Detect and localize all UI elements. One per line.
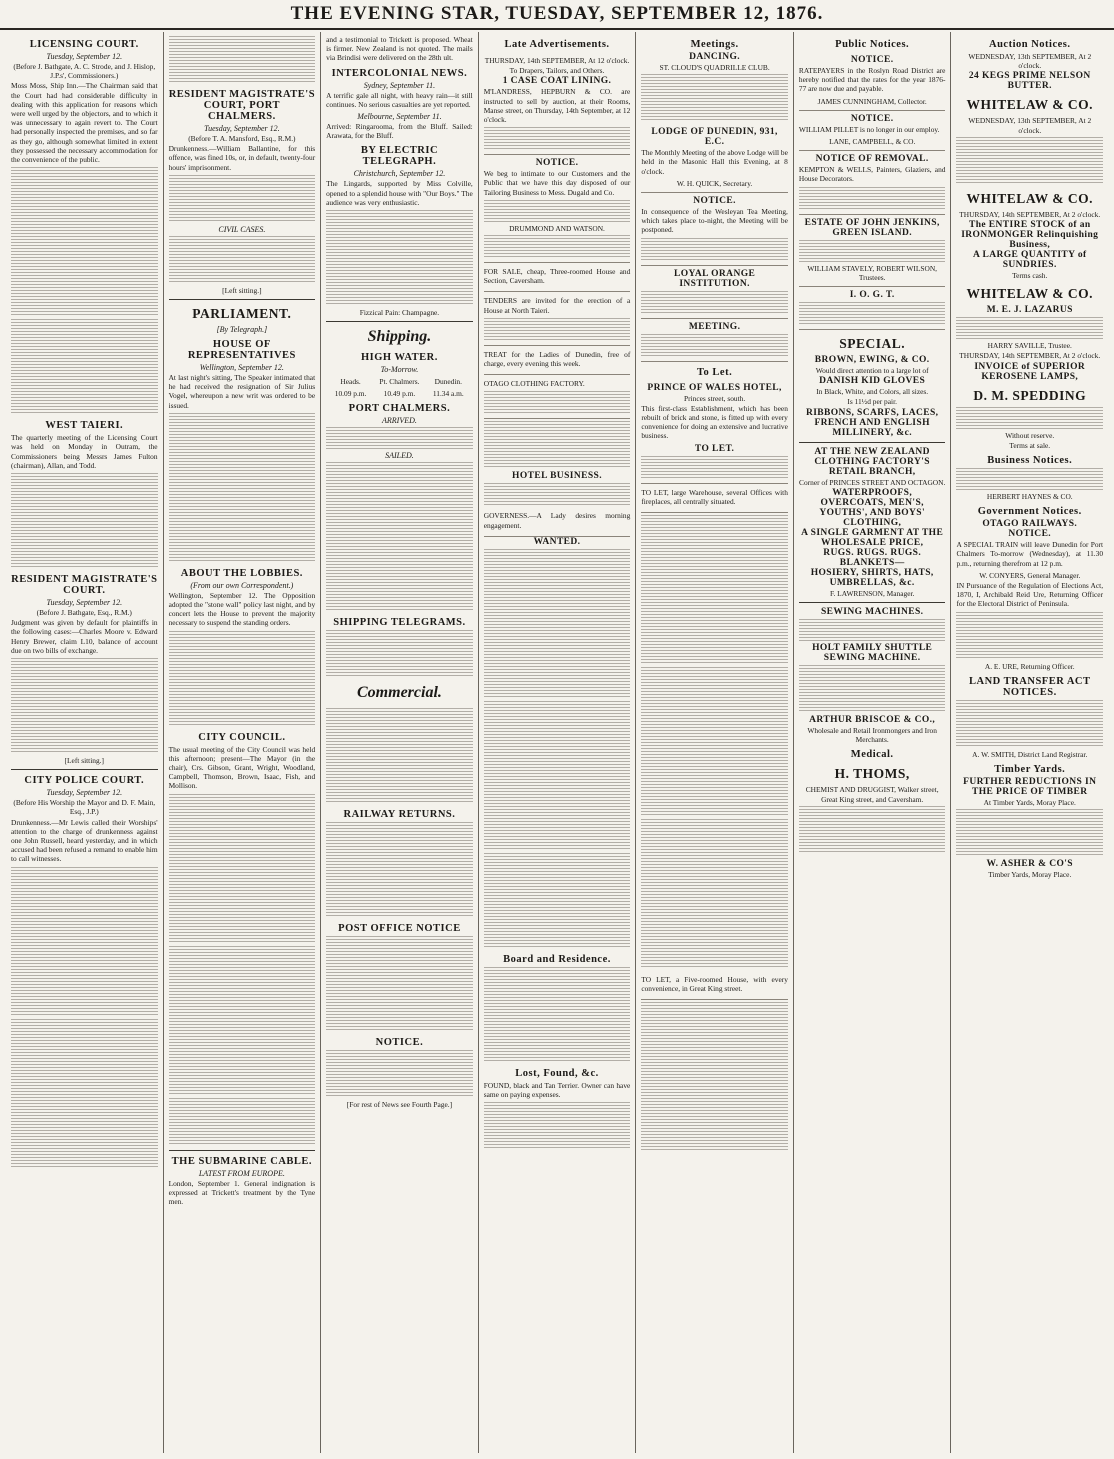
ad-title: LODGE OF DUNEDIN, 931, E.C.	[651, 127, 778, 148]
without-reserve: Without reserve.	[1005, 430, 1055, 440]
tide-dunedin-time: 11.34 a.m.	[432, 389, 464, 399]
text-block	[169, 631, 316, 727]
hotel-business-heading: HOTEL BUSINESS.	[512, 471, 602, 482]
licensing-court-bench: (Before J. Bathgate, A. C. Strode, and J. Hislop, J.P.s', Commissioners.)	[13, 62, 156, 81]
christchurch-body: The Lingards, supported by Miss Colville, opened to a splendid house with "Our Boys." The audience was very enthusiastic.	[326, 179, 473, 207]
auction-date: WEDNESDAY, 13th SEPTEMBER, At 2 o'clock.	[968, 116, 1092, 135]
continued-footer: [For rest of News see Fourth Page.]	[346, 1100, 453, 1110]
text-block	[956, 137, 1103, 185]
ad-signature: DRUMMOND AND WATSON.	[509, 223, 605, 233]
text-block	[799, 302, 946, 324]
ad-tenders	[484, 292, 631, 345]
high-water-heading: HIGH WATER.	[361, 352, 438, 364]
danish-gloves: DANISH KID GLOVES	[819, 376, 926, 387]
ad-prince-of-wales	[641, 380, 788, 484]
arrived-heading: ARRIVED.	[382, 416, 417, 426]
saville: HARRY SAVILLE, Trustee.	[987, 341, 1072, 351]
ad-title: ESTATE OF JOHN JENKINS, GREEN ISLAND.	[804, 217, 940, 238]
text-block	[169, 175, 316, 223]
government-notices-heading: Government Notices.	[977, 506, 1082, 518]
asher: W. ASHER & CO'S	[986, 859, 1073, 870]
ad-to-let: TO LET.	[694, 443, 735, 454]
ad-body: FOR SALE, cheap, Three-roomed House and Section, Caversham.	[483, 267, 631, 286]
masthead: THE EVENING STAR, TUESDAY, SEPTEMBER 12, 1876.	[0, 0, 1114, 30]
text-block	[484, 235, 631, 257]
thoms-sub: CHEMIST AND DRUGGIST, Walker street, Great King street, and Caversham.	[805, 785, 939, 804]
ad-body: The Monthly Meeting of the above Lodge will be held in the Masonic Hall this Evening, at 8 o'clock.	[641, 148, 788, 176]
police-court-date: Tuesday, September 12.	[46, 788, 123, 798]
auction-date: THURSDAY, 14th SEPTEMBER, At 2 o'clock.	[959, 209, 1101, 219]
timber-reductions: FURTHER REDUCTIONS IN THE PRICE OF TIMBER	[963, 777, 1097, 798]
west-taieri-heading: WEST TAIERI.	[45, 420, 124, 432]
melbourne-dateline: Melbourne, September 11.	[357, 112, 442, 122]
lost-found-heading: Lost, Found, &c.	[515, 1067, 599, 1079]
text-block	[169, 413, 316, 563]
text-block	[956, 407, 1103, 429]
briscoe: ARTHUR BRISCOE & CO.,	[809, 715, 936, 726]
rmc-bench: (Before J. Bathgate, Esq., R.M.)	[36, 608, 132, 618]
text-block	[484, 483, 631, 505]
conyers-signature: W. CONYERS, General Manager.	[979, 570, 1081, 580]
port-chalmers-court-bench: (Before T. A. Mansford, Esq., R.M.)	[188, 134, 296, 143]
divider	[799, 442, 946, 443]
melbourne-body: Arrived: Ringarooma, from the Bluff. Sailed: Arawata, for the Bluff.	[326, 122, 473, 141]
text-block	[169, 1098, 316, 1146]
text-block	[11, 658, 158, 754]
text-block	[484, 391, 631, 413]
ad-body: In consequence of the Wesleyan Tea Meeting, which takes place to-night, the Meeting will be postponed.	[641, 207, 788, 235]
port-chalmers-court-body: Drunkenness.—William Ballantine, for this offence, was fined 10s, or, in default, twenty-four hours' imprisonment.	[168, 144, 316, 172]
text-block	[484, 1102, 631, 1150]
ad-orange	[641, 266, 788, 319]
ad-body: OTAGO CLOTHING FACTORY.	[483, 379, 585, 389]
column-5	[636, 32, 794, 1453]
ad-wesleyan	[641, 193, 788, 266]
ad-meeting	[641, 319, 788, 362]
by-telegraph: [By Telegraph.]	[216, 325, 268, 335]
house-body: At last night's sitting, The Speaker intimated that he had received the resignation of Sir Julius Vogel, whereupon a new writ was ordered to be issued.	[168, 373, 316, 410]
divider	[326, 321, 473, 322]
text-block	[799, 619, 946, 641]
port-chalmers-court-date: Tuesday, September 12.	[204, 124, 280, 133]
licensing-court-heading: LICENSING COURT.	[29, 39, 139, 50]
text-block	[956, 700, 1103, 748]
text-block	[484, 421, 631, 469]
text-block	[11, 167, 158, 317]
text-block	[641, 515, 788, 665]
ad-warehouse	[641, 484, 788, 513]
ad-signature: WILLIAM STAVELY, ROBERT WILSON, Trustees.	[807, 263, 938, 282]
ad-title: NOTICE.	[693, 196, 736, 207]
ad-title: NOTICE.	[850, 113, 894, 124]
text-block	[11, 867, 158, 1017]
ad-five-roomed	[641, 971, 788, 1000]
port-chalmers-heading: PORT CHALMERS.	[348, 403, 451, 415]
text-block	[799, 806, 946, 854]
ad-body: TO LET, a Five-roomed House, with every convenience, in Great King street.	[641, 975, 788, 994]
tide-port-time: 10.49 p.m.	[383, 389, 416, 399]
ad-date: THURSDAY, 14th SEPTEMBER, At 12 o'clock.	[484, 56, 630, 65]
divider	[169, 1150, 316, 1151]
text-block	[641, 334, 788, 356]
ad-title: I. O. G. T.	[849, 290, 895, 301]
cable-continued: and a testimonial to Trickett is proposed. Wheat is firmer. New Zealand is not quoted. The mails via Brindisi were delivered on the 28th ult.	[326, 35, 473, 63]
sewing-machines: SEWING MACHINES.	[820, 607, 924, 618]
whitelaw: WHITELAW & CO.	[966, 286, 1093, 302]
text-block	[641, 74, 788, 122]
house-heading: HOUSE OF REPRESENTATIVES	[187, 339, 296, 362]
text-block	[641, 1002, 788, 1152]
text-block	[641, 667, 788, 817]
glove-price: Is 11½d per pair.	[847, 397, 897, 407]
sydney-dateline: Sydney, September 11.	[363, 80, 436, 90]
ad-body: TO LET, large Warehouse, several Offices with fireplaces, all centrally situated.	[641, 487, 788, 506]
text-block	[799, 187, 946, 209]
post-office-heading: POST OFFICE NOTICE	[338, 923, 461, 935]
column-4	[479, 32, 637, 1453]
text-block	[326, 936, 473, 1032]
ad-body: TENDERS are invited for the erection of a House at North Taieri.	[483, 296, 631, 315]
ad-sub: Princes street, south.	[684, 393, 746, 403]
text-block	[956, 612, 1103, 660]
ad-body: RATEPAYERS in the Roslyn Road District are hereby notified that the rates for the year 1876-77 are now due and payable.	[798, 66, 946, 94]
lobbies-body: Wellington, September 12. The Opposition adopted the "stone wall" policy last night, and by concert lets the House to prevent the majority necessary to suspend the standing orders.	[168, 590, 316, 628]
ad-title: LOYAL ORANGE INSTITUTION.	[673, 268, 756, 289]
ad-iogt	[799, 287, 946, 330]
auction-date: THURSDAY, 14th SEPTEMBER, At 2 o'clock.	[959, 351, 1101, 361]
text-block	[484, 127, 631, 149]
brown-ewing-sub: Would direct attention to a large lot of	[815, 366, 929, 376]
divider	[11, 769, 158, 770]
ad-title: MEETING.	[688, 321, 741, 332]
text-block	[169, 236, 316, 284]
text-block	[11, 319, 158, 415]
terms-at-sale: Terms at sale.	[1009, 440, 1051, 450]
lobbies-sub: (From our own Correspondent.)	[190, 580, 294, 590]
tide-heads-label: Heads.	[340, 377, 361, 387]
moray-place: At Timber Yards, Moray Place.	[983, 798, 1076, 808]
special-heading: SPECIAL.	[839, 336, 906, 352]
text-block	[484, 549, 631, 699]
single-garment: A SINGLE GARMENT AT THE WHOLESALE PRICE,	[801, 527, 944, 548]
left-sitting: [Left sitting.]	[64, 756, 104, 766]
millinery: FRENCH AND ENGLISH MILLINERY, &c.	[814, 417, 930, 438]
auction-notices-heading: Auction Notices.	[989, 39, 1071, 50]
intercolonial-heading: INTERCOLONIAL NEWS.	[331, 67, 468, 79]
ad-signature: JAMES CUNNINGHAM, Collector.	[817, 96, 927, 106]
rmc-heading: RESIDENT MAGISTRATE'S COURT.	[11, 574, 158, 597]
tide-port-label: Pt. Chalmers.	[379, 377, 420, 387]
latest-europe: LATEST FROM EUROPE.	[198, 1168, 285, 1178]
text-block	[484, 701, 631, 851]
ad-lodge	[641, 124, 788, 193]
rmc-body: Judgment was given by default for plaintiffs in the following cases:—Charles Moore v. Edward Henry Brewer, claim L10, balance of account due on two bills of exchange.	[11, 618, 158, 655]
asher-sub: Timber Yards, Moray Place.	[988, 870, 1072, 880]
tomorrow: To-Morrow.	[380, 365, 419, 375]
ad-pillet	[799, 111, 946, 151]
land-transfer-heading: LAND TRANSFER ACT NOTICES.	[969, 675, 1091, 698]
column-7	[951, 32, 1108, 1453]
text-block	[169, 794, 316, 944]
ad-body: M'LANDRESS, HEPBURN & CO. are instructed to sell by auction, at their Rooms, Manse street, on Thursday, 14th September, at 12 o'clock.	[483, 87, 631, 125]
shipping-heading: Shipping.	[367, 328, 432, 346]
auction-date: WEDNESDAY, 13th SEPTEMBER, At 2 o'clock.	[968, 52, 1092, 71]
civil-cases-heading: CIVIL CASES.	[218, 224, 266, 234]
railway-notice: NOTICE.	[1008, 529, 1052, 540]
meetings-heading: Meetings.	[690, 39, 739, 50]
text-block	[326, 210, 473, 306]
text-block	[484, 853, 631, 949]
special-train: A SPECIAL TRAIN will leave Dunedin for Port Chalmers To-morrow (Wednesday), at 11.30 p.m., returning therefrom at 12 p.m.	[956, 540, 1104, 568]
sailed-heading: SAILED.	[385, 451, 414, 461]
ad-title: NOTICE.	[850, 55, 894, 65]
text-block	[326, 1050, 473, 1098]
ad-body: This first-class Establishment, which has been rebuilt of brick and stone, is fitted up with every convenience for doing an extensive and lucrative business.	[641, 403, 788, 441]
smith-signature: A. W. SMITH, District Land Registrar.	[972, 749, 1088, 759]
ad-rates	[799, 52, 946, 111]
brown-ewing: BROWN, EWING, & CO.	[814, 355, 930, 366]
text-block	[326, 462, 473, 612]
tide-dunedin-label: Dunedin.	[434, 377, 462, 387]
whitelaw: WHITELAW & CO.	[966, 97, 1093, 113]
city-council-body: The usual meeting of the City Council was held this afternoon; present—The Mayor (in the chair), Crs. Gibson, Grant, Wright, Woodland, Campbell, Thomson, Brown, Isaac, Fish, and Mollison.	[168, 744, 316, 791]
text-block	[956, 317, 1103, 339]
police-court-heading: CITY POLICE COURT.	[24, 775, 145, 787]
ribbons: RIBBONS, SCARFS, LACES,	[805, 407, 939, 418]
ad-title: PRINCE OF WALES HOTEL,	[647, 382, 782, 393]
tide-headers	[326, 377, 473, 386]
ad-body: WILLIAM PILLET is no longer in our employ.	[798, 124, 940, 134]
columns	[6, 32, 1108, 1453]
ad-coat-lining	[484, 52, 631, 155]
text-block	[326, 630, 473, 678]
ironmonger-stock: The ENTIRE STOCK of an IRONMONGER Relinquishing Business,	[961, 220, 1099, 251]
text-block	[956, 468, 1103, 490]
ad-title: NOTICE.	[535, 158, 579, 169]
divider	[799, 602, 946, 603]
kerosene-lamps: INVOICE of SUPERIOR KEROSENE LAMPS,	[974, 361, 1086, 382]
ad-governess	[484, 507, 631, 536]
corner-address: Corner of PRINCES STREET AND OCTAGON.	[799, 477, 946, 487]
text-block	[641, 819, 788, 969]
election-notice: IN Pursuance of the Regulation of Elections Act, 1870, I, Archibald Reid Ure, Returning Officer for the Electoral District of Peninsula.	[956, 581, 1104, 609]
licensing-court-body: Moss Moss, Ship Inn.—The Chairman said that the Court had had considerable difficulty in dealing with this application for reasons which were well urged by the objectors, and to which it was unnecessary to again revert to. The Court had personally inspected the premises, and so far as they go, although somewhat limited in extent they possessed the necessary accommodation for the convenience of the public.	[11, 81, 158, 165]
late-ads-heading: Late Advertisements.	[504, 39, 610, 50]
text-block	[641, 456, 788, 478]
ad-signature: LANE, CAMPBELL, & CO.	[829, 137, 916, 147]
ad-removal	[799, 151, 946, 214]
notice-heading: NOTICE.	[375, 1037, 424, 1049]
ad-title: NOTICE OF REMOVAL.	[815, 154, 929, 165]
text-block	[484, 967, 631, 1063]
column-2	[164, 32, 322, 1453]
text-block	[641, 238, 788, 260]
railway-returns-heading: RAILWAY RETURNS.	[343, 809, 456, 821]
lobbies-heading: ABOUT THE LOBBIES.	[180, 567, 303, 579]
police-court-bench: (Before His Worship the Mayor and D. F. Main, Esq., J.P.)	[13, 798, 156, 817]
rmc-date: Tuesday, September 12.	[46, 598, 123, 608]
text-block	[326, 822, 473, 918]
ad-clothing-factory	[484, 375, 631, 419]
electric-telegraph-heading: BY ELECTRIC TELEGRAPH.	[360, 145, 439, 168]
text-block	[169, 946, 316, 1096]
quadrille-club: ST. CLOUD'S QUADRILLE CLUB.	[659, 63, 770, 72]
blankets: BLANKETS—	[839, 557, 905, 568]
public-notices-heading: Public Notices.	[835, 39, 910, 50]
city-council-heading: CITY COUNCIL.	[198, 731, 286, 743]
haynes: HERBERT HAYNES & CO.	[986, 492, 1073, 502]
timber-yards-heading: Timber Yards.	[994, 764, 1066, 776]
ad-treat	[484, 346, 631, 375]
port-chalmers-court-heading: RESIDENT MAGISTRATE'S COURT, PORT CHALMERS.	[168, 89, 316, 122]
waterproofs: WATERPROOFS, OVERCOATS, MEN'S, YOUTHS', AND BOYS' CLOTHING,	[819, 487, 925, 528]
column-1	[6, 32, 164, 1453]
licensing-court-date: Tuesday, September 12.	[46, 52, 123, 61]
text-block	[799, 665, 946, 713]
christchurch-dateline: Christchurch, September 12.	[353, 169, 446, 179]
text-block	[169, 36, 316, 84]
text-block	[326, 427, 473, 449]
nz-clothing-factory: AT THE NEW ZEALAND CLOTHING FACTORY'S RETAIL BRANCH,	[814, 446, 930, 477]
lost-found-body: FOUND, black and Tan Terrier. Owner can have same on paying expenses.	[483, 1080, 631, 1100]
business-notices-heading: Business Notices.	[987, 455, 1073, 467]
text-block	[326, 708, 473, 804]
to-let-heading: To Let.	[697, 366, 733, 378]
butter-kegs: 24 KEGS PRIME NELSON BUTTER.	[968, 71, 1091, 92]
ad-notice	[484, 155, 631, 263]
hosiery: HOSIERY, SHIRTS, HATS, UMBRELLAS, &c.	[810, 567, 934, 588]
text-block	[11, 1019, 158, 1169]
text-block	[956, 809, 1103, 857]
fizzical-pain: Fizzical Pain: Champagne.	[359, 308, 440, 318]
text-block	[641, 291, 788, 313]
house-date: Wellington, September 12.	[199, 363, 284, 373]
text-block	[799, 240, 946, 262]
submarine-cable-heading: THE SUBMARINE CABLE.	[171, 1155, 313, 1167]
text-block	[484, 200, 631, 222]
ad-sub: To Drapers, Tailors, and Others.	[509, 66, 605, 76]
whitelaw: WHITELAW & CO.	[966, 190, 1093, 206]
tide-times	[326, 389, 473, 398]
commercial-heading: Commercial.	[357, 684, 442, 702]
manager-signature: F. LAWRENSON, Manager.	[829, 588, 915, 598]
danish-gloves-sub: In Black, White, and Colors, all sizes.	[816, 387, 929, 397]
ad-estate	[799, 215, 946, 287]
police-court-body: Drunkenness.—Mr Lewis called their Worships' attention to the charge of drunkenness against one John Russell, heard yesterday, and in which accused had been refused a remand to enable him to call witnesses.	[11, 817, 158, 864]
shipping-telegrams-heading: SHIPPING TELEGRAMS.	[333, 617, 466, 629]
divider	[169, 299, 316, 300]
wanted-heading: WANTED.	[533, 536, 581, 547]
ad-for-sale	[484, 263, 631, 292]
thoms: H. THOMS,	[834, 766, 910, 782]
ure-signature: A. E. URE, Returning Officer.	[984, 661, 1075, 671]
left-sitting: [Left sitting.]	[222, 285, 262, 295]
text-block	[11, 473, 158, 569]
board-residence-heading: Board and Residence.	[503, 953, 611, 965]
sundries: A LARGE QUANTITY of SUNDRIES.	[972, 250, 1087, 271]
briscoe-sub: Wholesale and Retail Ironmongers and Iron Merchants.	[807, 726, 937, 745]
ad-body: We beg to intimate to our Customers and the Public that we have this day disposed of our Tailoring Business to Mess. Dugald and Co.	[483, 169, 631, 197]
parliament-heading: PARLIAMENT.	[192, 306, 292, 322]
rugs: RUGS. RUGS. RUGS.	[823, 547, 922, 558]
holt-machine: HOLT FAMILY SHUTTLE SEWING MACHINE.	[812, 643, 933, 664]
column-6	[794, 32, 952, 1453]
spedding: D. M. SPEDDING	[973, 387, 1087, 403]
ad-body: TREAT for the Ladies of Dunedin, free of charge, every evening this week.	[483, 349, 631, 369]
ad-signature: W. H. QUICK, Secretary.	[676, 178, 753, 188]
tide-heads-time: 10.09 p.m.	[334, 389, 367, 399]
ad-title: 1 CASE COAT LINING.	[502, 76, 612, 87]
text-block	[484, 318, 631, 340]
lazarus: M. E. J. LAZARUS	[986, 305, 1073, 316]
west-taieri-body: The quarterly meeting of the Licensing Court was held on Monday in Outram, the Commissioners being Messrs James Fulton (chairman), Allan, and Todd.	[11, 433, 158, 470]
dancing-heading: DANCING.	[689, 52, 741, 62]
ad-body: KEMPTON & WELLS, Painters, Glaziers, and House Decorators.	[798, 165, 946, 184]
otago-railways: OTAGO RAILWAYS.	[982, 519, 1078, 530]
sydney-body: A terrific gale all night, with heavy rain—it still continues. No serious casualties are yet reported.	[326, 90, 473, 109]
terms-cash: Terms cash.	[1012, 271, 1048, 281]
column-3	[321, 32, 479, 1453]
medical-heading: Medical.	[850, 749, 894, 761]
ad-body: GOVERNESS.—A Lady desires morning engagement.	[483, 511, 631, 530]
cable-body: London, September 1. General indignation is expressed at Trickett's treatment by the Tyne men.	[168, 1178, 316, 1207]
